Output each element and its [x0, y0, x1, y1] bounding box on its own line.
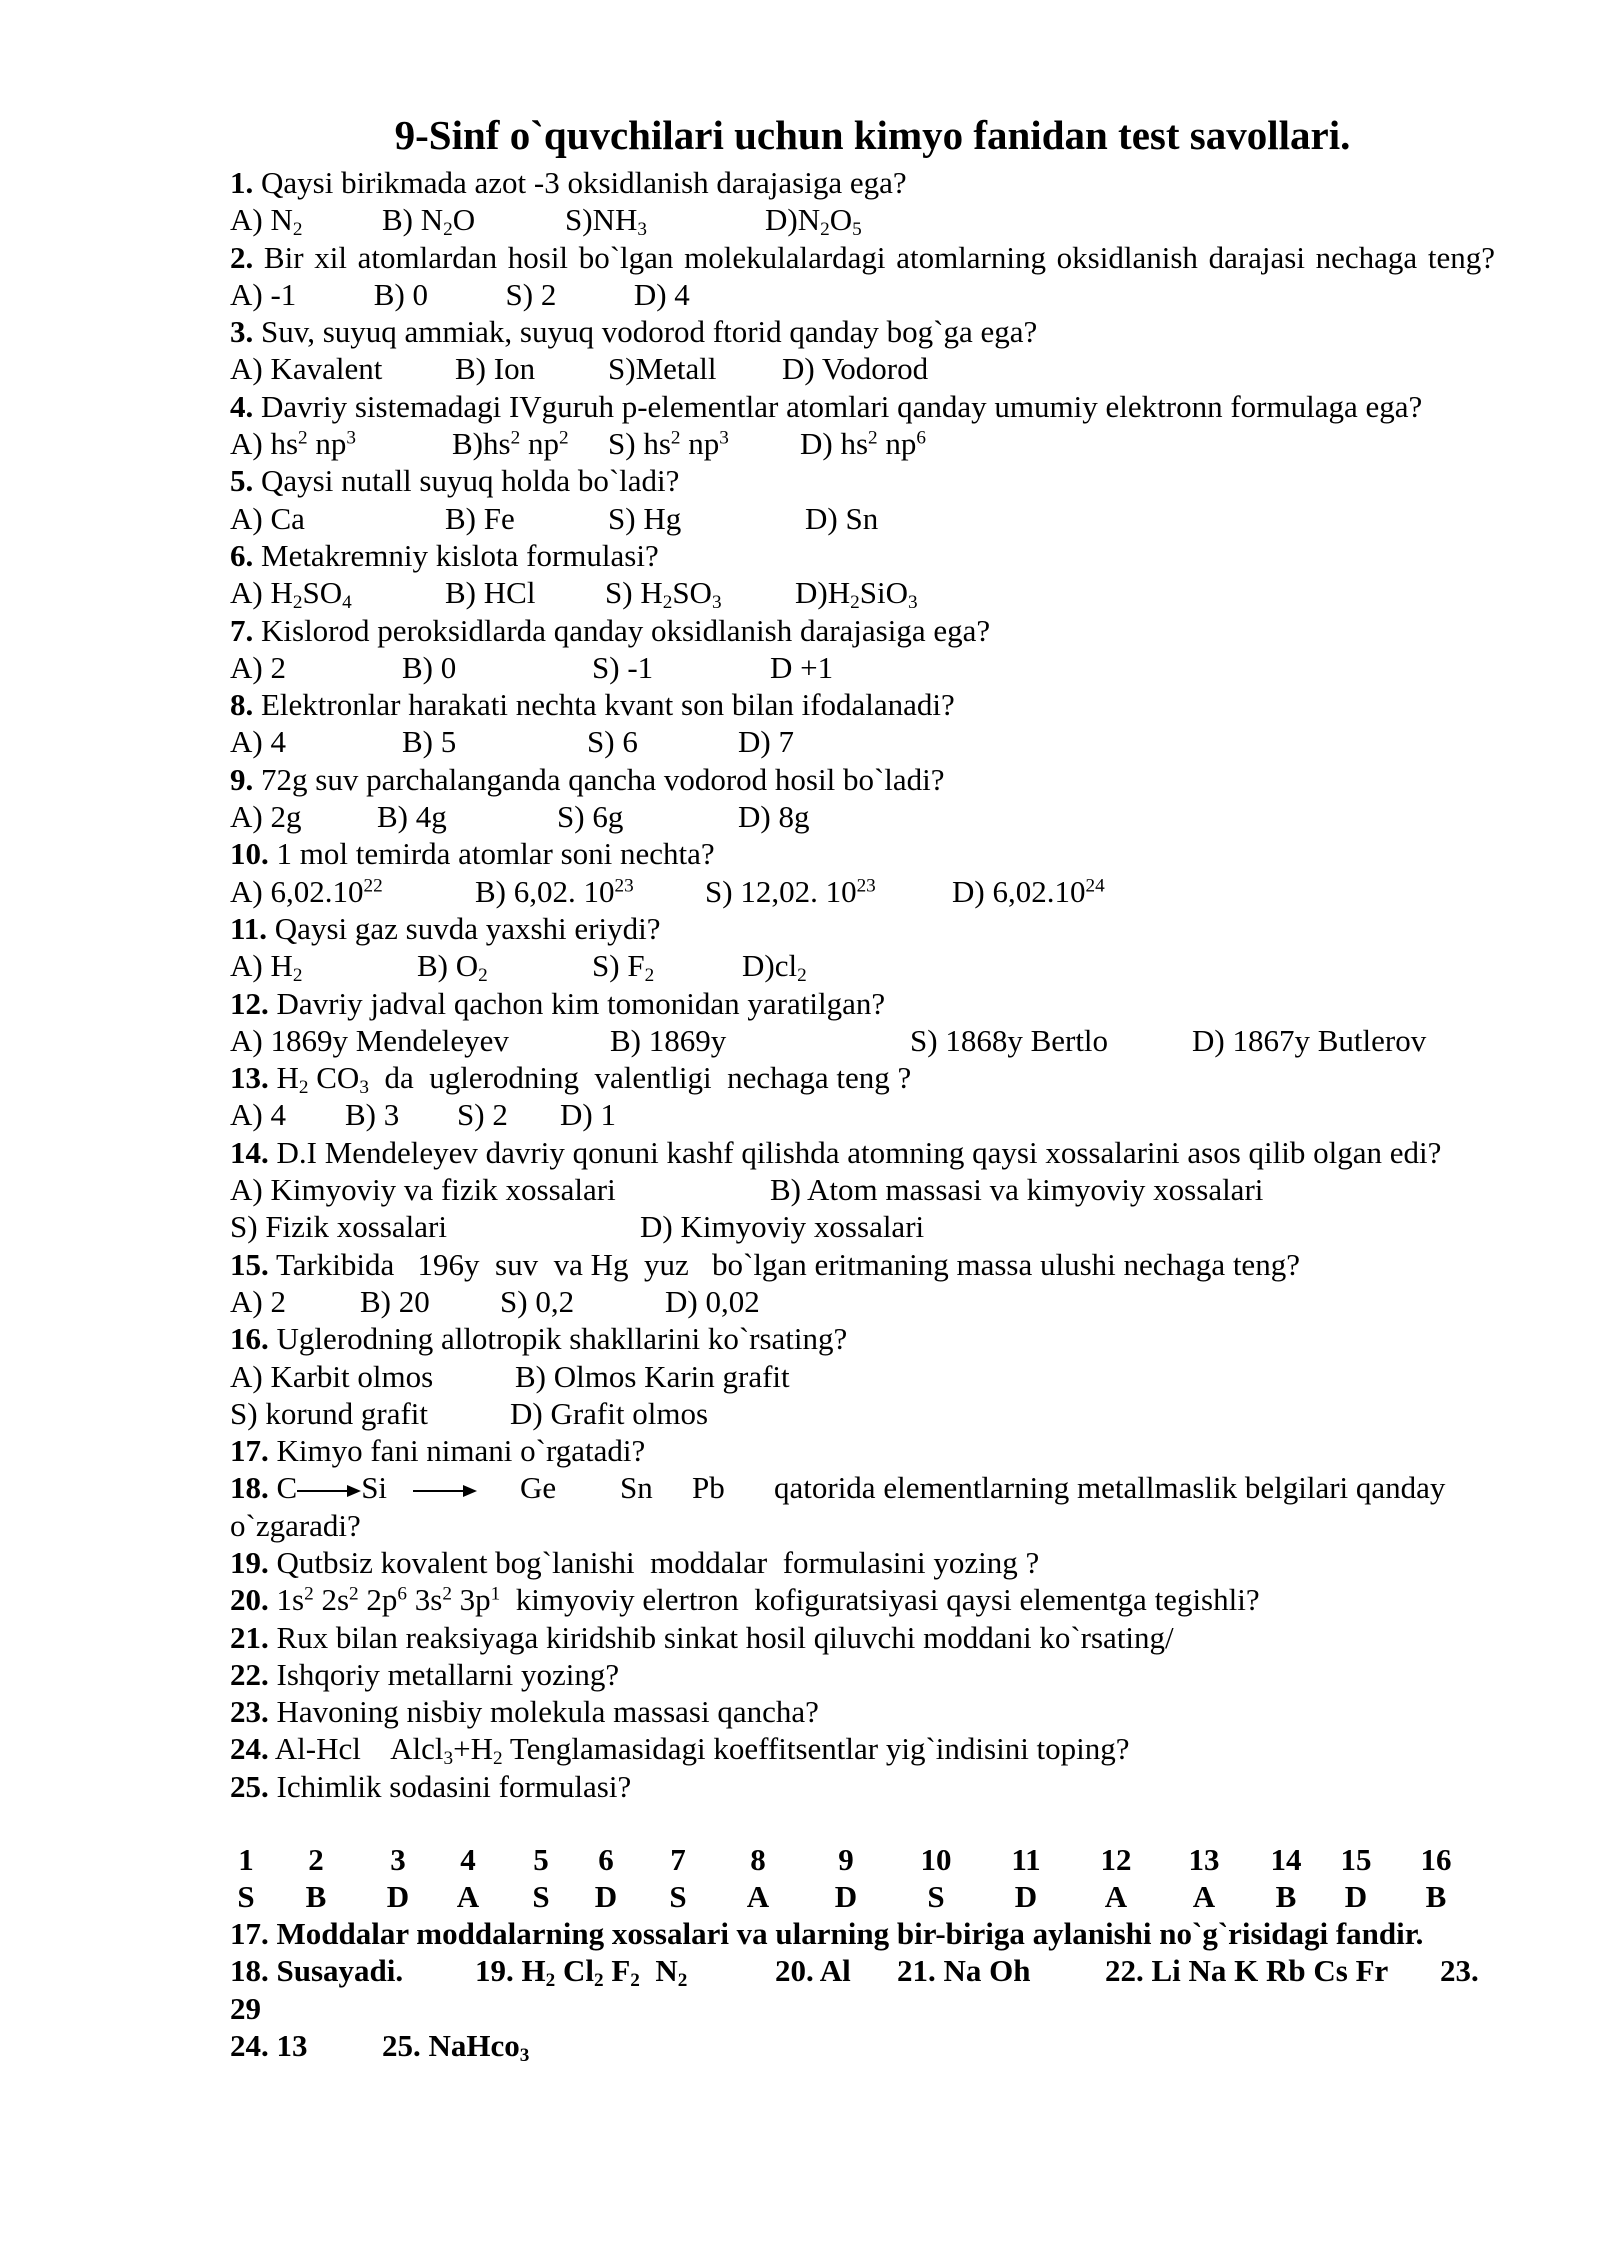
option-a: A) Karbit olmos	[230, 1358, 434, 1394]
question-8: 8. Elektronlar harakati nechta kvant son bilan ifodalanadi?	[230, 687, 955, 723]
option-a: A) $H_2$	[230, 948, 303, 987]
option-c: S) -1	[592, 649, 654, 685]
question-4: 4. Davriy sistemadagi IVguruh p-elementlar atomlari qanday umumiy elektronn formulaga ega?	[230, 388, 1423, 424]
options-12	[230, 1022, 1495, 1059]
question-15: 15. Tarkibida 196y suv va Hg yuz bo`lgan eritmaning massa ulushi nechaga teng?	[230, 1246, 1300, 1282]
answer-key-number: 7	[670, 1842, 686, 1878]
option-d: $D)H_2SiO_3$	[795, 575, 918, 614]
option-b: B) 6,02. $10^{23}$	[475, 873, 634, 909]
answer-23-value: 29	[230, 1990, 261, 2026]
answer-key-number: 15	[1340, 1842, 1372, 1878]
question-23: 23. Havoning nisbiy molekula massasi qancha?	[230, 1694, 819, 1730]
option-a: A) $H_2SO_4$	[230, 575, 352, 614]
options-6	[230, 574, 1495, 614]
answer-key-number: 16	[1420, 1842, 1452, 1878]
option-a: A) 2	[230, 649, 286, 685]
answer-key-letter: B	[305, 1879, 327, 1915]
answer-key-letter: B	[1425, 1879, 1447, 1915]
option-b: B) $O_2$	[417, 948, 488, 987]
option-d: D) 1	[560, 1097, 616, 1133]
answer-key-number: 11	[1011, 1842, 1041, 1878]
option-a: A) 2	[230, 1283, 286, 1319]
page-title: 9-Sinf o`quvchilari uchun kimyo fanidan test savollari.	[394, 112, 1351, 158]
option-c: S) $H_2SO_3$	[605, 575, 722, 614]
option-b: B) 20	[360, 1283, 430, 1319]
option-c: S) 0,2	[500, 1283, 575, 1319]
answer-key-letter: S	[927, 1879, 945, 1915]
option-d: D) 1867y Butlerov	[1192, 1022, 1427, 1058]
question-17: 17. Kimyo fani nimani o`rgatadi?	[230, 1433, 646, 1469]
options-14-ab	[230, 1171, 1495, 1208]
question-12: 12. Davriy jadval qachon kim tomonidan yaratilgan?	[230, 985, 886, 1021]
option-d: D) 7	[738, 724, 794, 760]
answer-key-number: 12	[1100, 1842, 1132, 1878]
option-c: S) 6g	[557, 799, 624, 835]
option-a: A) 6,02.10$^{22}$	[230, 873, 383, 909]
answer-key-letter: S	[669, 1879, 687, 1915]
question-1: 1. Qaysi birikmada azot -3 oksidlanish darajasiga ega?	[230, 165, 907, 200]
answer-key-letter: D	[1344, 1879, 1368, 1915]
option-d: D) 0,02	[665, 1283, 760, 1319]
answer-key-letter: A	[746, 1879, 770, 1915]
option-b: B) $N_2O$	[382, 202, 476, 241]
option-c: S) korund grafit	[230, 1395, 429, 1431]
option-a: A) Kimyoviy va fizik xossalari	[230, 1172, 616, 1208]
question-20: 20. $1s^2$ $2s^2$ $2p^6$ $3s^2$ $3p^1$ kimyoviy elertron kofiguratsiyasi qaysi elementga tegishli?	[230, 1582, 1260, 1618]
option-a: A) 4	[230, 724, 286, 760]
option-d: D) Kimyoviy xossalari	[640, 1209, 925, 1245]
options-16-ab	[230, 1358, 1495, 1395]
options-4	[230, 425, 1495, 462]
option-a: A) 2g	[230, 799, 302, 835]
options-8	[230, 723, 1495, 760]
answer-key-number: 1	[238, 1842, 254, 1878]
option-b: B) 1869y	[610, 1022, 727, 1058]
question-14: 14. D.I Mendeleyev davriy qonuni kashf qilishda atomning qaysi xossalarini asos qilib olgan edi?	[230, 1134, 1442, 1170]
option-c: S) Hg	[608, 500, 682, 536]
question-24: 24. Al-Hcl $Alcl_3+H_2$ Tenglamasidagi koeffitsentlar yig`indisini toping?	[230, 1731, 1130, 1770]
question-16: 16. Uglerodning allotropik shakllarini ko`rsating?	[230, 1321, 848, 1357]
option-c: $S)NH_3$	[565, 202, 647, 241]
question-25: 25. Ichimlik sodasini formulasi?	[230, 1768, 632, 1804]
answer-key-letter: A	[1192, 1879, 1216, 1915]
option-c: S) $hs^2$ $np^3$	[608, 426, 729, 462]
options-13	[230, 1096, 1495, 1133]
option-b: $B)hs^2$ $np^2$	[452, 426, 569, 462]
answer-key-number: 9	[838, 1842, 854, 1878]
options-15	[230, 1283, 1495, 1320]
option-b: B) Olmos Karin grafit	[515, 1358, 790, 1394]
option-c: S)Metall	[608, 351, 717, 387]
options-9	[230, 798, 1495, 835]
answer-key	[230, 1841, 1495, 1915]
question-18-cont: o`zgaradi?	[230, 1507, 361, 1543]
answer-key-letter: S	[532, 1879, 550, 1915]
option-b: B) 5	[402, 724, 457, 760]
option-a: A) 4	[230, 1097, 286, 1133]
answer-key-letter: D	[1014, 1879, 1038, 1915]
answer-17: 17. Moddalar moddalarning xossalari va ularning bir-biriga aylanishi no`g`risidagi fandir.	[230, 1916, 1424, 1952]
option-d: D) 6,02.10$^{24}$	[952, 873, 1105, 909]
arrow-icon	[413, 1485, 477, 1497]
arrow-icon	[297, 1485, 361, 1497]
options-1	[230, 201, 1495, 241]
answer-key-number: 8	[750, 1842, 766, 1878]
question-2: 2. Bir xil atomlardan hosil bo`lgan molekulalardagi atomlarning oksidlanish darajasi nechaga teng? A) -1 B) 0 S) 2 D) 4	[230, 239, 1495, 312]
answer-key-number: 4	[460, 1842, 476, 1878]
option-b: B) 0	[402, 649, 457, 685]
answer-key-number: 5	[533, 1842, 549, 1878]
options-10	[230, 873, 1495, 910]
answer-key-letter: B	[1275, 1879, 1297, 1915]
option-c: S) 2	[457, 1097, 508, 1133]
question-6: 6. Metakremniy kislota formulasi?	[230, 537, 659, 573]
test-page	[230, 112, 1495, 2064]
option-d: D) Sn	[805, 500, 879, 536]
option-b: B) 3	[345, 1097, 400, 1133]
answer-key-letters	[230, 1878, 1495, 1915]
question-21: 21. Rux bilan reaksiyaga kiridshib sinkat hosil qiluvchi moddani ko`rsating/	[230, 1619, 1174, 1655]
answer-key-letter: D	[834, 1879, 858, 1915]
option-c: S) 1868y Bertlo	[910, 1022, 1109, 1058]
answer-key-number: 14	[1270, 1842, 1302, 1878]
option-a: A) $hs^2$ $np^3$	[230, 426, 356, 462]
option-d: D) 8g	[738, 799, 810, 835]
option-b: B) Ion	[455, 351, 536, 387]
option-a: A) $N_2$	[230, 202, 303, 241]
answer-key-number: 2	[308, 1842, 324, 1878]
options-3	[230, 350, 1495, 387]
option-a: A) 1869y Mendeleyev	[230, 1022, 509, 1058]
option-b: B) 4g	[377, 799, 447, 835]
answer-key-letter: A	[1104, 1879, 1128, 1915]
answer-key-number: 6	[598, 1842, 614, 1878]
option-d: $D)cl_2$	[742, 948, 807, 987]
question-10: 10. 1 mol temirda atomlar soni nechta?	[230, 836, 715, 872]
answers-18-23: 18. Susayadi. 19. $H_2$ $Cl_2$ $F_2$ $N_2$ 20. Al 21. Na Oh 22. Li Na K Rb Cs Fr 23.	[230, 1953, 1479, 1992]
option-c: S) $F_2$	[592, 948, 655, 987]
options-16-cd	[230, 1395, 1495, 1432]
question-7: 7. Kislorod peroksidlarda qanday oksidlanish darajasiga ega?	[230, 612, 991, 648]
option-d: D) $hs^2$ $np^6$	[800, 426, 926, 462]
answer-key-number: 10	[920, 1842, 952, 1878]
question-3: 3. Suv, suyuq ammiak, suyuq vodorod ftorid qanday bog`ga ega?	[230, 314, 1038, 350]
answer-key-numbers	[230, 1841, 1495, 1878]
question-13: 13. $H_2$ $CO_3$ da uglerodning valentligi nechaga teng ?	[230, 1060, 912, 1098]
answer-key-letter: D	[386, 1879, 410, 1915]
option-d: D +1	[770, 649, 834, 685]
option-a: A) Ca	[230, 500, 305, 536]
options-14-cd	[230, 1208, 1495, 1245]
answer-key-number: 3	[390, 1842, 406, 1878]
options-7	[230, 649, 1495, 686]
option-b: B) Atom massasi va kimyoviy xossalari	[770, 1172, 1264, 1208]
answer-key-number: 13	[1188, 1842, 1220, 1878]
options-5	[230, 500, 1495, 537]
question-19: 19. Qutbsiz kovalent bog`lanishi moddalar formulasini yozing ?	[230, 1544, 1040, 1580]
option-b: B) Fe	[445, 500, 515, 536]
options-11	[230, 947, 1495, 987]
question-5: 5. Qaysi nutall suyuq holda bo`ladi?	[230, 463, 680, 499]
question-22: 22. Ishqoriy metallarni yozing?	[230, 1656, 620, 1692]
option-c: S) 6	[587, 724, 638, 760]
option-b: B) HCl	[445, 575, 536, 611]
answer-key-letter: D	[594, 1879, 618, 1915]
option-d: $D)N_2O_5$	[765, 202, 862, 241]
option-d: D) Vodorod	[782, 351, 929, 387]
option-d: D) Grafit olmos	[510, 1395, 709, 1431]
option-c: S) 12,02. $10^{23}$	[705, 873, 876, 909]
question-11: 11. Qaysi gaz suvda yaxshi eriydi?	[230, 910, 661, 946]
answers-24-25: 24. 13 25. NaHco$_3$	[230, 2027, 530, 2066]
question-9: 9. 72g suv parchalanganda qancha vodorod hosil bo`ladi?	[230, 761, 945, 797]
option-c: S) Fizik xossalari	[230, 1209, 447, 1245]
question-18: 18. C Si Ge Sn Pb qatorida elementlarning metallmaslik belgilari qanday	[230, 1470, 1446, 1506]
option-a: A) Kavalent	[230, 351, 383, 387]
answer-key-letter: S	[237, 1879, 255, 1915]
answer-key-letter: A	[456, 1879, 480, 1915]
